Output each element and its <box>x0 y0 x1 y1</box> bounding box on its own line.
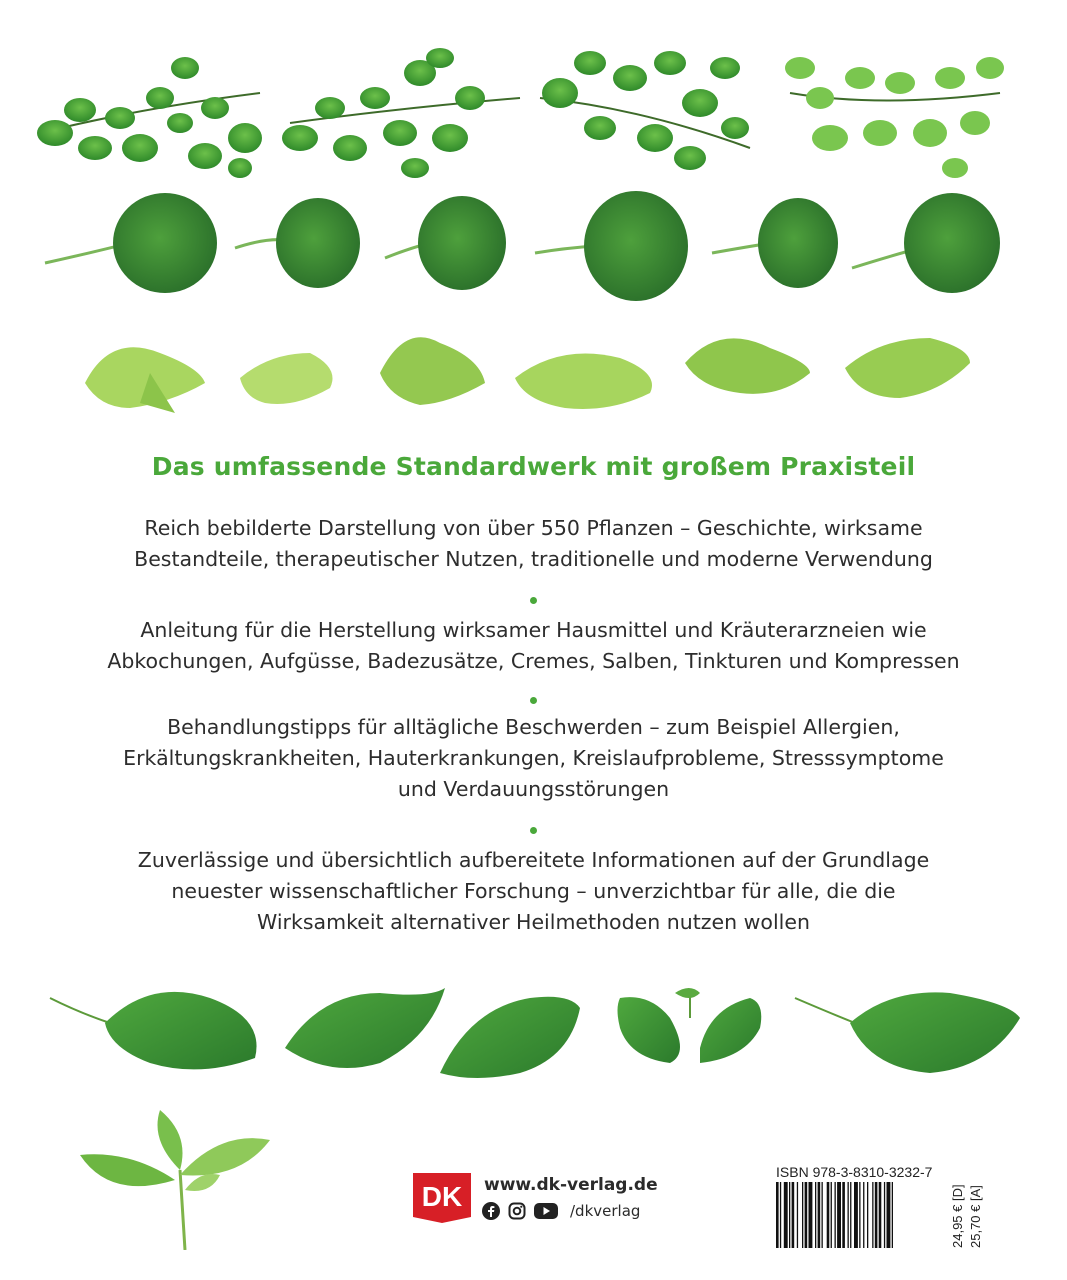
paragraph-line: Zuverlässige und übersichtlich aufbereitete Informationen auf der Grundlage <box>137 848 930 872</box>
paragraph-line: Behandlungstipps für alltägliche Beschwerden – zum Beispiel Allergien, <box>167 715 900 739</box>
feature-paragraph-3 <box>40 712 1027 805</box>
basil-leaf <box>795 992 1020 1073</box>
paragraph-line: Erkältungskrankheiten, Hauterkrankungen, Kreislaufprobleme, Stresssymptome <box>123 746 944 770</box>
feature-paragraph-1 <box>40 513 1027 575</box>
celery-leaf <box>685 338 810 393</box>
celery-leaves-row <box>0 313 1067 423</box>
paragraph-line: Abkochungen, Aufgüsse, Badezusätze, Cremes, Salben, Tinkturen und Kompressen <box>107 649 960 673</box>
feature-paragraph-2 <box>40 615 1027 677</box>
dk-logo <box>413 1173 471 1223</box>
fern-sprig <box>785 57 1004 178</box>
dk-logo-text: DK <box>421 1181 463 1212</box>
price-at: 25,70 € [A] <box>968 1185 983 1248</box>
barcode <box>776 1182 942 1248</box>
social-links <box>482 1202 640 1220</box>
paragraph-line: neuester wissenschaftlicher Forschung – unverzichtbar für alle, die die <box>171 879 896 903</box>
round-leaf <box>385 196 506 290</box>
celery-leaf <box>240 353 333 404</box>
celery-leaf <box>380 337 485 405</box>
feature-paragraph-4 <box>40 845 1027 938</box>
mint-sprig <box>70 1110 285 1250</box>
paragraph-line: Reich bebilderte Darstellung von über 550 Pflanzen – Geschichte, wirksame <box>144 516 923 540</box>
paragraph-line: und Verdauungsstörungen <box>397 777 670 801</box>
round-leaf <box>45 193 217 293</box>
paragraph-line: Bestandteile, therapeutischer Nutzen, traditionelle und moderne Verwendung <box>134 547 933 571</box>
celery-leaf <box>845 338 970 398</box>
price-de: 24,95 € [D] <box>950 1184 965 1248</box>
nasturtium-leaves-row <box>0 188 1067 313</box>
celery-leaf <box>85 347 205 413</box>
publisher-url[interactable]: www.dk-verlag.de <box>484 1175 658 1195</box>
youtube-icon[interactable] <box>534 1202 558 1220</box>
fern-leaves-row <box>0 38 1067 188</box>
basil-leaves-row <box>0 978 1067 1083</box>
round-leaf <box>712 198 838 288</box>
social-handle[interactable]: /dkverlag <box>570 1202 641 1220</box>
basil-leaf <box>440 997 580 1078</box>
basil-leaf <box>285 988 445 1068</box>
basil-leaf <box>618 988 762 1063</box>
price-box <box>948 1180 988 1250</box>
basil-leaf <box>50 992 257 1070</box>
separator-dot <box>530 697 537 704</box>
separator-dot <box>530 827 537 834</box>
round-leaf <box>535 191 688 301</box>
headline: Das umfassende Standardwerk mit großem Praxisteil <box>151 452 916 481</box>
separator-dot <box>530 597 537 604</box>
paragraph-line: Wirksamkeit alternativer Heilmethoden nutzen wollen <box>257 910 810 934</box>
fern-sprig <box>282 48 520 178</box>
facebook-icon[interactable] <box>482 1202 500 1220</box>
paragraph-line: Anleitung für die Herstellung wirksamer Hausmittel und Kräuterarzneien wie <box>140 618 927 642</box>
celery-leaf <box>515 354 652 410</box>
instagram-icon[interactable] <box>508 1202 526 1220</box>
round-leaf <box>852 193 1000 293</box>
round-leaf <box>235 198 360 288</box>
fern-sprig <box>540 51 750 170</box>
fern-sprig <box>37 57 262 178</box>
isbn-label: ISBN 978-3-8310-3232-7 <box>776 1164 933 1180</box>
